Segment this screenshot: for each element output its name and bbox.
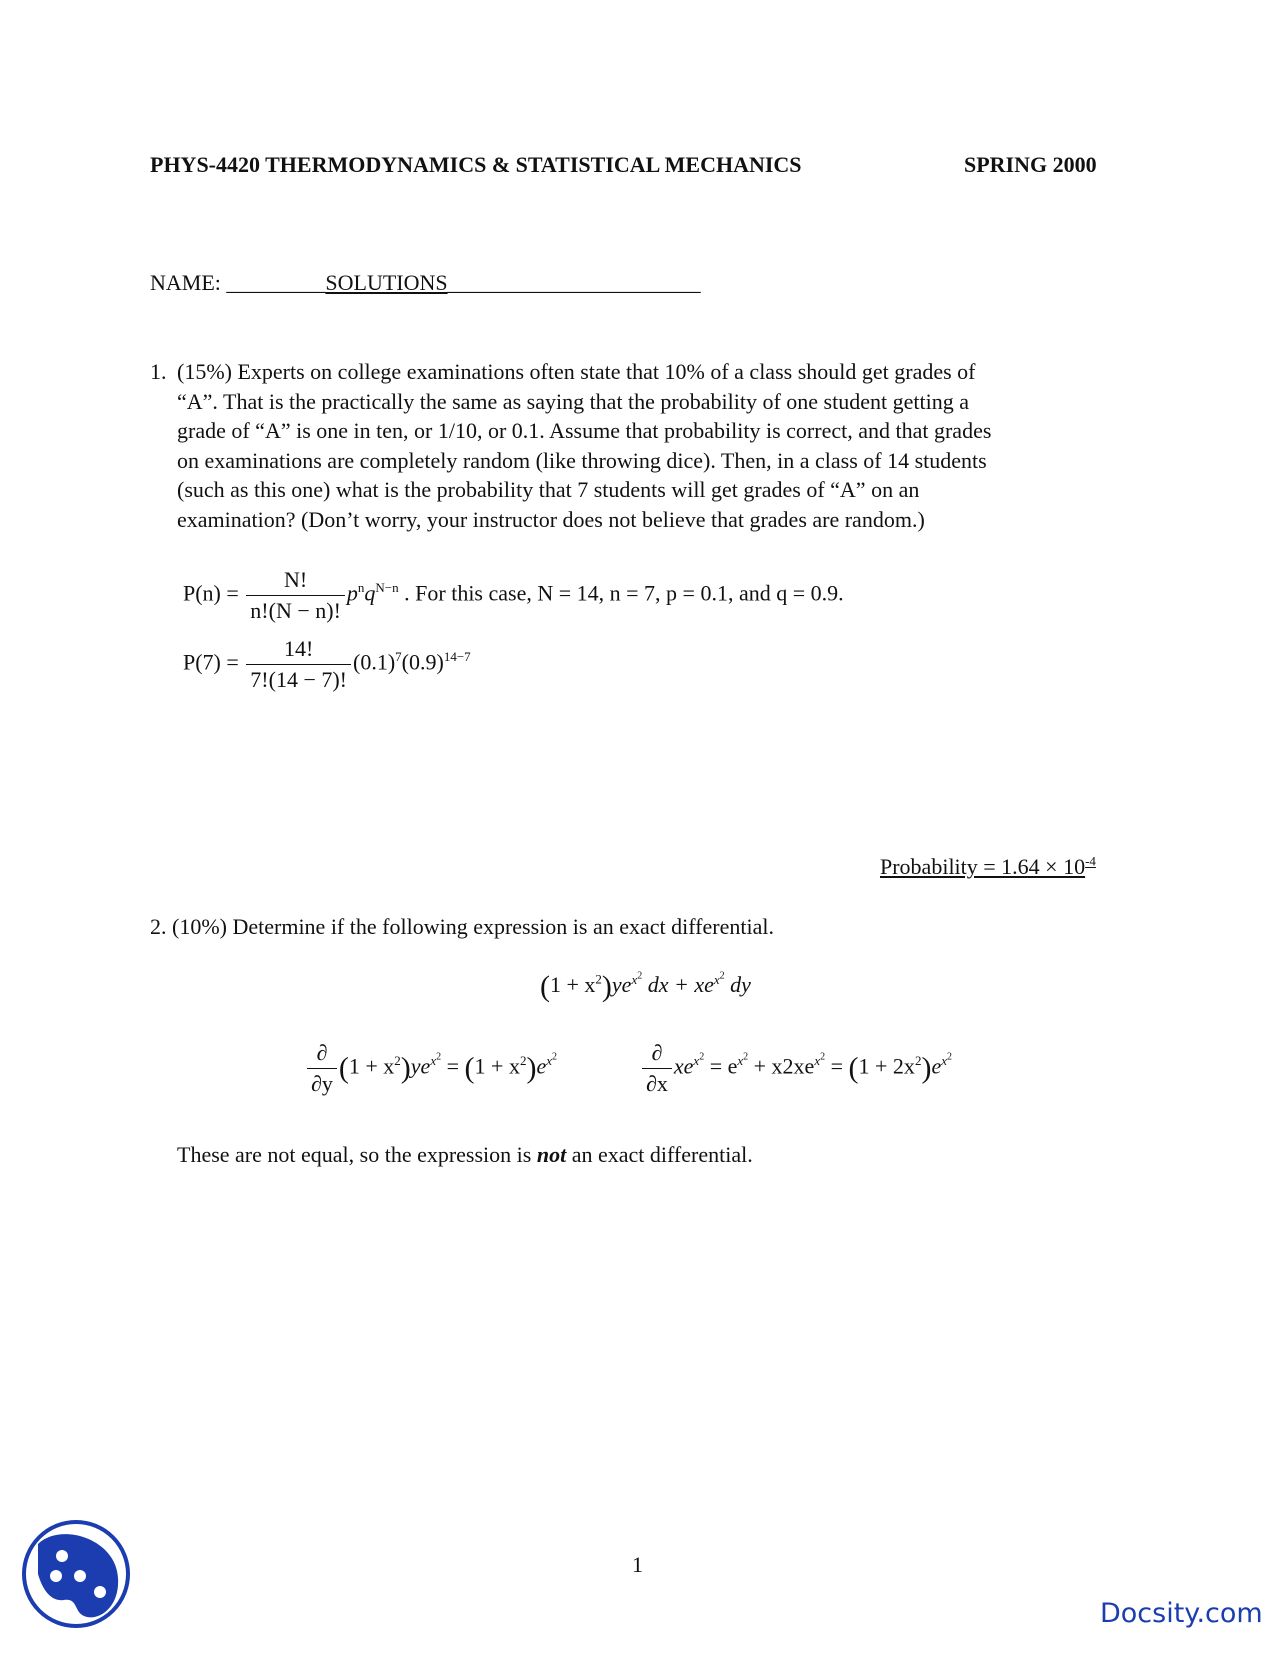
eq1-denominator: n!(N − n)! <box>250 598 341 623</box>
expr-c: dx + xe <box>647 972 714 998</box>
conclusion-emphasis: not <box>536 1142 567 1167</box>
problem1-line: grade of “A” is one in ten, or 1/10, or 0.1. Assume that probability is correct, and that grades <box>177 418 992 443</box>
problem2-text: (10%) Determine if the following expression is an exact differential. <box>172 914 774 939</box>
problem1-number: 1. <box>150 359 167 384</box>
partial-y-operator: $\frac{\partial}{\partial y}$ <box>307 1040 337 1097</box>
answer-text: Probability = 1.64 × 10 <box>880 854 1086 879</box>
eq2-lhs: P(7) = <box>183 649 239 675</box>
eq1-p-exp: n <box>357 580 365 596</box>
eq1-p: p <box>346 580 358 606</box>
partial-derivative-x: $\frac{\partial}{\partial x}$ $xe^{x^2} = e^{x^2} + x2xe^{x^2} = (1 + 2x^2)e^{x^2}$ <box>640 1040 952 1097</box>
expr-b: ye <box>611 972 632 998</box>
problem1-answer <box>880 852 1096 882</box>
page-number: 1 <box>632 1552 643 1577</box>
eq1-lhs: P(n) = <box>183 580 239 606</box>
answer-exponent: -4 <box>1085 853 1096 869</box>
term-label: SPRING 2000 <box>964 152 1097 177</box>
problem1-line: (15%) Experts on college examinations often state that 10% of a class should get grades of <box>177 359 976 384</box>
name-label: NAME: <box>150 270 221 295</box>
partial-derivative-y: $\frac{\partial}{\partial y}$ $(1 + x^2)ye^{x^2} = (1 + x^2)e^{x^2}$ <box>305 1040 557 1097</box>
problem2-conclusion: These are not equal, so the expression is not an exact differential. <box>177 1142 753 1167</box>
eq1-numerator: N! <box>246 567 345 596</box>
problem2-number: 2. <box>150 914 167 939</box>
eq2-exp1: 7 <box>395 649 402 665</box>
binomial-formula <box>183 567 844 624</box>
name-blank-before: _________ <box>226 270 326 295</box>
differential-expression: $(1 + x^2)ye^{x^2}$ dx + $xe^{x^2}$ dy <box>540 970 751 1003</box>
problem1-text <box>177 357 1127 534</box>
eq1-note: . For this case, N = 14, n = 7, p = 0.1, and q = 0.9. <box>404 580 844 606</box>
problem1-line: “A”. That is the practically the same as saying that the probability of one student getting a <box>177 388 969 414</box>
eq2-exp2: 14−7 <box>443 649 471 665</box>
eq1-q-exp: N−n <box>375 580 399 596</box>
course-title: PHYS-4420 THERMODYNAMICS & STATISTICAL MECHANICS <box>150 152 802 177</box>
eq2-denominator: 7!(14 − 7)! <box>250 667 348 692</box>
name-blank-after: _______________________ <box>447 270 701 295</box>
probability-calculation <box>183 636 471 693</box>
eq2-fraction <box>246 636 351 693</box>
eq1-q: q <box>364 580 376 606</box>
problem2-prompt <box>150 912 774 942</box>
eq2-base2: (0.9) <box>401 649 444 675</box>
docsity-logo-icon <box>20 1516 132 1632</box>
problem1-line: on examinations are completely random (like throwing dice). Then, in a class of 14 students <box>177 447 987 473</box>
problem1-line: examination? (Don’t worry, your instructor does not believe that grades are random.) <box>177 506 925 532</box>
expr-d: dy <box>730 972 751 998</box>
eq2-base1: (0.1) <box>353 649 396 675</box>
eq1-fraction <box>246 567 345 624</box>
eq2-numerator: 14! <box>246 636 351 665</box>
problem1-line: (such as this one) what is the probability that 7 students will get grades of “A” on an <box>177 477 920 502</box>
expr-a: 1 + x <box>550 972 596 998</box>
name-value: SOLUTIONS <box>325 270 448 295</box>
docsity-brand-link[interactable]: Docsity.com <box>1100 1598 1263 1629</box>
name-line <box>150 268 701 298</box>
partial-x-operator: $\frac{\partial}{\partial x}$ <box>642 1040 672 1097</box>
